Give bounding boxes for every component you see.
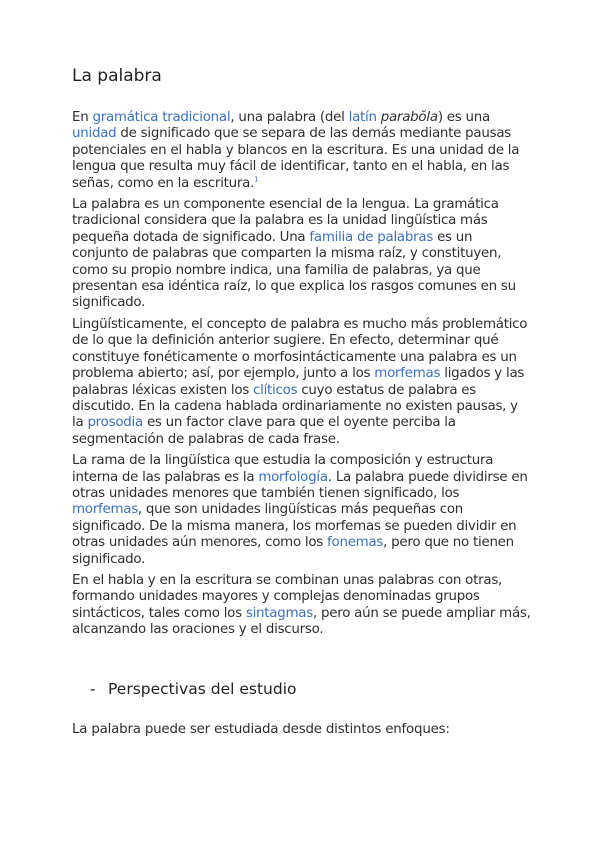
text-run: es un conjunto de palabras que comparten la misma raíz, y constituyen, como su propio nombre indica, una familia de palabras, ya que presentan esa idéntica raíz, lo que explica los rasgos comunes en su significado. [72, 229, 516, 311]
wiki-link[interactable]: gramática tradicional [92, 110, 231, 125]
paragraph [72, 453, 532, 568]
text-run: , una palabra (del [230, 110, 349, 125]
wiki-link[interactable]: unidad [72, 126, 117, 142]
paragraph [72, 110, 532, 192]
paragraph [72, 197, 532, 312]
text-run: En el habla y en la escritura se combinan unas palabras con otras, formando unidades mayores y complejas denominadas grupos sintácticos, tales como los [72, 572, 503, 621]
paragraph [72, 573, 532, 639]
footnote-ref[interactable]: 1 [254, 175, 259, 184]
text-run: de significado que se separa de las demás mediante pausas potenciales en el habla y blancos en la escritura. Es una unidad de la lengua que resulta muy fácil de identificar, tanto en el habla, en las señas, como en la escritura. [72, 126, 520, 191]
section-intro: La palabra puede ser estudiada desde distintos enfoques: [72, 722, 450, 737]
text-run: , pero que no tienen significado. [72, 535, 514, 567]
text-run: ) es una [437, 110, 490, 125]
wiki-link[interactable]: fonemas [327, 535, 384, 551]
text-run: Lingüísticamente, el concepto de palabra es mucho más problemático de lo que la definición anterior sugiere. En efecto, determinar qué constituye fonéticamente o morfosintácticamente una palabra es un problema abierto; así, por ejemplo, junto a los [72, 316, 528, 382]
paragraph [72, 317, 532, 448]
section-heading [90, 680, 296, 698]
text-run: cuyo estatus de palabra es discutido. En la cadena hablada ordinariamente no existen pausas, y la [72, 382, 518, 431]
bullet-dash: - [90, 680, 96, 698]
page-title: La palabra [72, 66, 162, 86]
section-title: Perspectivas del estudio [108, 680, 297, 698]
wiki-link[interactable]: latín [348, 110, 377, 125]
wiki-link[interactable]: sintagmas [245, 605, 313, 621]
text-run: , que son unidades lingüísticas más pequeñas con significado. De la misma manera, los morfemas se pueden dividir en otras unidades aún menores, como los [72, 502, 517, 551]
text-run: La rama de la lingüística que estudia la composición y estructura interna de las palabras es la [72, 453, 494, 485]
text-run: En [72, 110, 93, 125]
wiki-link[interactable]: familia de palabras [309, 229, 434, 245]
text-run: ligados y las palabras léxicas existen los [72, 366, 525, 398]
text-run: , pero aún se puede ampliar más, alcanzando las oraciones y el discurso. [72, 605, 531, 638]
text-run: es un factor clave para que el oyente perciba la segmentación de palabras de cada frase. [72, 415, 456, 447]
italic-term: parabŏla [380, 110, 438, 125]
wiki-link[interactable]: morfología [258, 469, 328, 485]
wiki-link[interactable]: morfemas [374, 366, 441, 382]
text-run: . La palabra puede dividirse en otras unidades menores que también tienen significado, los [72, 469, 528, 501]
wiki-link[interactable]: clíticos [253, 382, 298, 398]
text-run: La palabra es un componente esencial de la lengua. La gramática tradicional considera que la palabra es la unidad lingüística más pequeña dotada de significado. Una [72, 197, 499, 245]
article-body [72, 110, 532, 644]
wiki-link[interactable]: morfemas [72, 502, 138, 518]
wiki-link[interactable]: prosodia [87, 415, 143, 431]
